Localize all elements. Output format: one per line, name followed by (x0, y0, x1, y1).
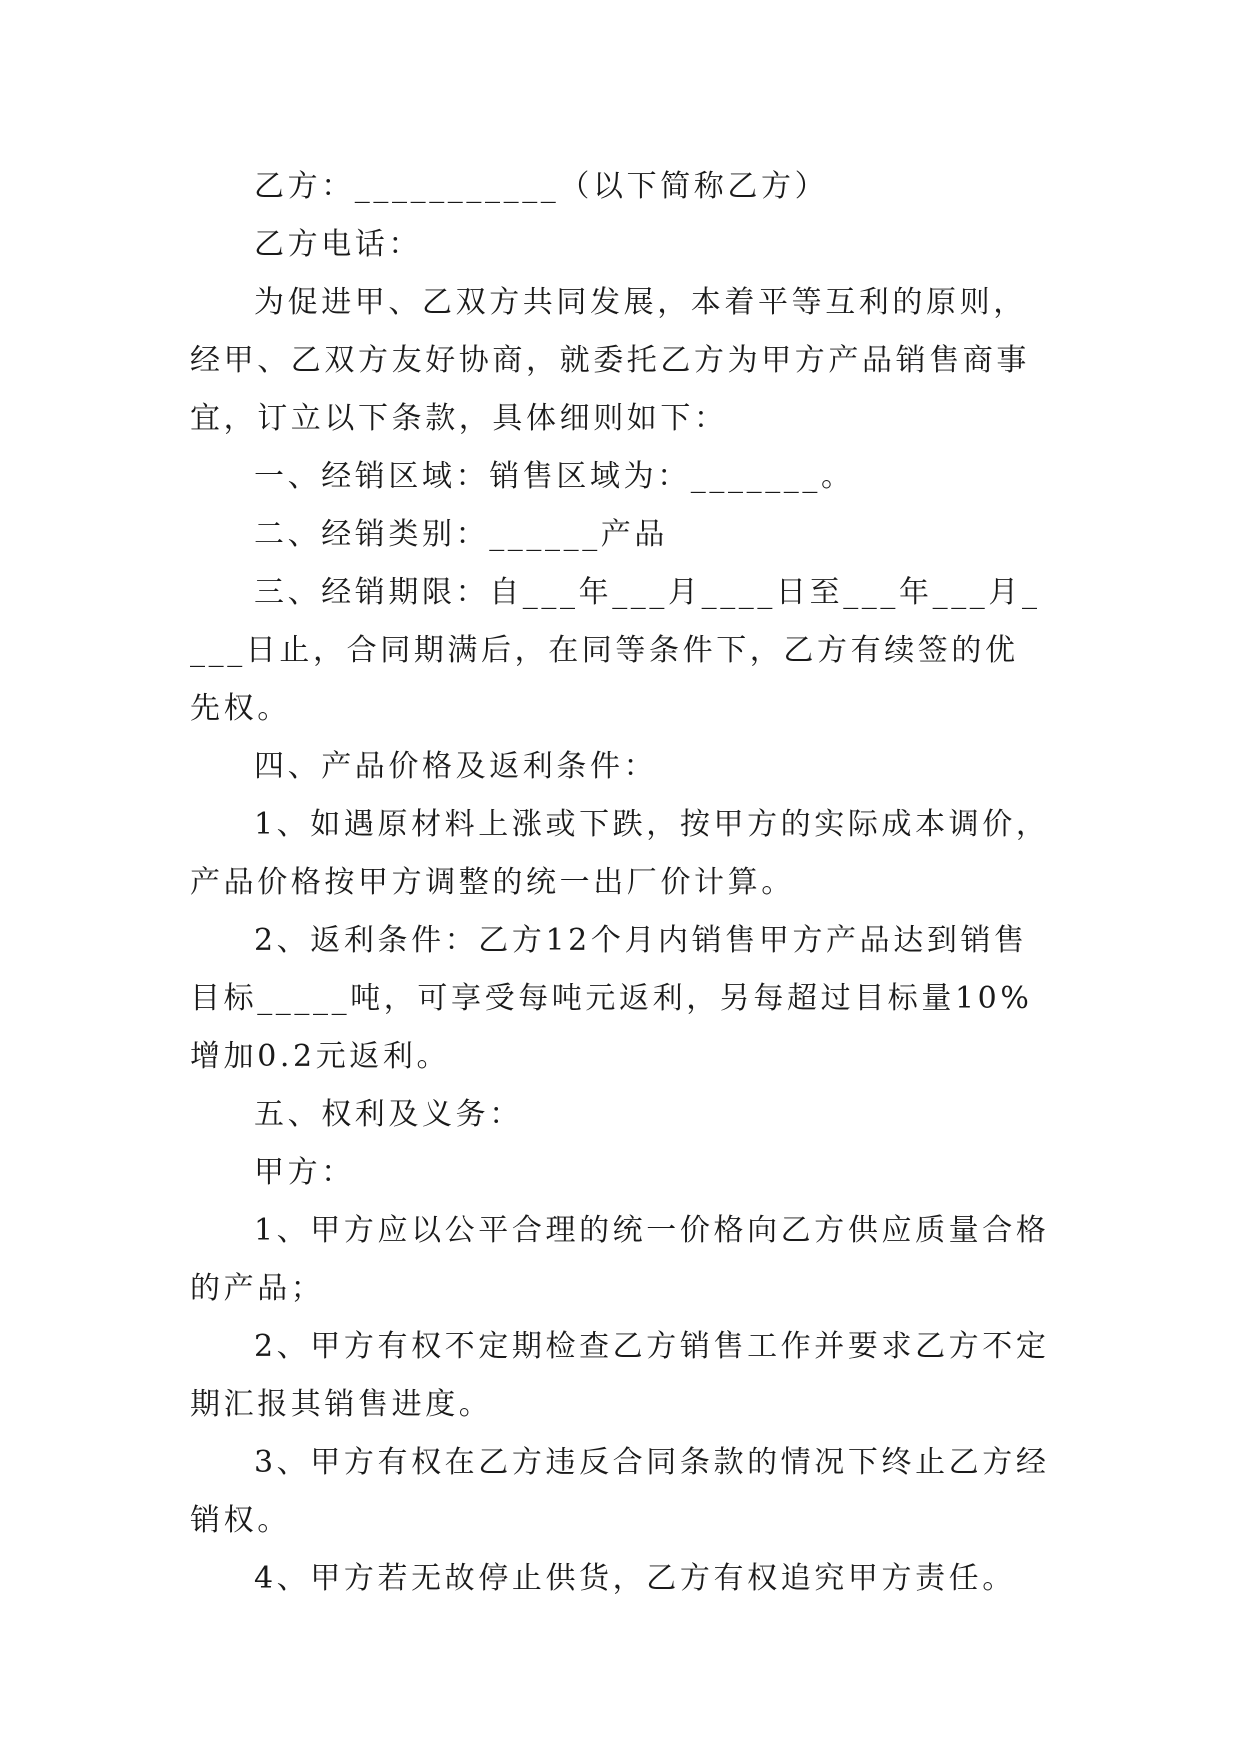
clause-3-term: 三、经销期限：自___年___月____日至___年___月____日止，合同期满后，在同等条件下，乙方有续签的优先权。 (190, 575, 1041, 726)
preamble-paragraph: 为促进甲、乙双方共同发展，本着平等互利的原则，经甲、乙双方友好协商，就委托乙方为甲方产品销售商事宜，订立以下条款，具体细则如下： (190, 285, 1030, 436)
party-b-phone: 乙方电话： (254, 227, 422, 262)
clause-1-region: 一、经销区域：销售区域为：_______。 (254, 459, 855, 494)
clause-4-item-1: 1、如遇原材料上涨或下跌，按甲方的实际成本调价，产品价格按甲方调整的统一出厂价计算。 (190, 807, 1050, 900)
party-b-line: 乙方：___________（以下简称乙方） (254, 169, 829, 204)
clause-5-heading: 五、权利及义务： (254, 1097, 523, 1132)
document-body (190, 158, 1052, 1608)
party-a-heading: 甲方： (254, 1155, 355, 1190)
party-a-item-3: 3、甲方有权在乙方违反合同条款的情况下终止乙方经销权。 (190, 1445, 1050, 1538)
party-a-item-1: 1、甲方应以公平合理的统一价格向乙方供应质量合格的产品； (190, 1213, 1050, 1306)
clause-4-heading: 四、产品价格及返利条件： (254, 749, 658, 784)
clause-4-item-2: 2、返利条件：乙方12个月内销售甲方产品达到销售目标_____吨，可享受每吨元返利，另每超过目标量10%增加0.2元返利。 (190, 923, 1033, 1074)
party-a-item-4: 4、甲方若无故停止供货，乙方有权追究甲方责任。 (254, 1561, 1016, 1596)
clause-2-category: 二、经销类别：______产品 (254, 517, 668, 552)
party-a-item-2: 2、甲方有权不定期检查乙方销售工作并要求乙方不定期汇报其销售进度。 (190, 1329, 1050, 1422)
